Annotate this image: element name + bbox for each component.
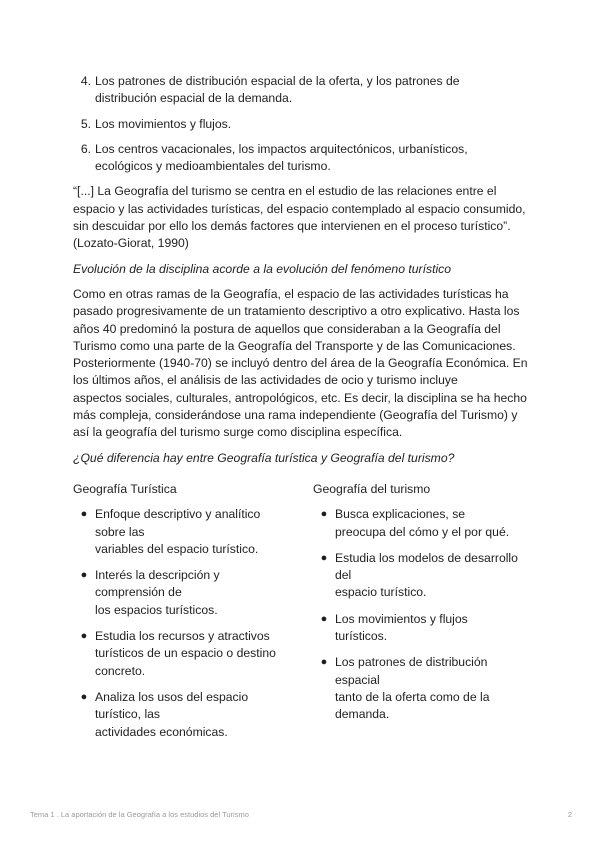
evolution-paragraph: Como en otras ramas de la Geografía, el espacio de las actividades turísticas ha pasado progresivamente de un tratamiento descriptivo a otro explicativo. Hasta los años 40 predominó la postura de aquellos que consideraban a la Geografía del Turismo como una parte de la Geografía del Transporte y de las Comunicaciones. Posteriormente (1940-70) se incluyó dentro del área de la Geografía Económica. En los últimos años, el análisis de las actividades de ocio y turismo incluye xyxy=(73,286,528,388)
list-item xyxy=(73,141,529,176)
bullet-icon: ● xyxy=(80,630,88,643)
bullet-line: variables del espacio turístico. xyxy=(95,541,259,556)
bullet-line: Enfoque descriptivo y analítico xyxy=(95,507,261,522)
page-footer xyxy=(30,810,572,819)
bullet-line: Estudia los recursos y atractivos xyxy=(95,629,270,644)
bullet-item xyxy=(313,506,529,541)
list-item-line: Los centros vacacionales, los impactos arquitectónicos, urbanísticos, xyxy=(95,141,468,156)
bullet-line: concreto. xyxy=(95,663,146,678)
bullet-item xyxy=(73,506,313,558)
bullet-line: turístico, las xyxy=(95,707,161,722)
bullet-icon: ● xyxy=(320,612,328,625)
column-title: Geografía Turística xyxy=(73,481,177,496)
evolution-paragraph-continued: aspectos sociales, culturales, antropológicos, etc. Es decir, la disciplina se ha hecho más compleja, considerándose una rama independiente (Geografía del Turismo) y así la geografía del turismo surge como disciplina específica. xyxy=(73,390,527,440)
bullet-line: actividades económicas. xyxy=(95,724,228,739)
comparison-columns xyxy=(73,481,529,750)
column-geografia-del-turismo xyxy=(313,481,529,750)
column-title: Geografía del turismo xyxy=(313,481,431,496)
numbered-list xyxy=(73,73,529,175)
section-heading-evolution: Evolución de la disciplina acorde a la evolución del fenómeno turístico xyxy=(73,261,452,276)
bullet-list xyxy=(313,506,529,723)
bullet-line: tanto de la oferta como de la xyxy=(335,689,490,704)
bullet-icon: ● xyxy=(320,508,328,521)
quote-paragraph: “[...] La Geografía del turismo se centra en el estudio de las relaciones entre el espacio y las actividades turísticas, del espacio contemplado al espacio consumido, sin descuidar por ello los demás factores que intervienen en el proceso turístico”. (Lozato-Giorat, 1990) xyxy=(73,184,526,251)
bullet-line: Los movimientos y flujos xyxy=(335,611,468,626)
bullet-line: Estudia los modelos de desarrollo xyxy=(335,550,518,565)
list-number: 4. xyxy=(80,74,91,88)
bullet-line: Interés la descripción y xyxy=(95,568,220,583)
list-number: 5. xyxy=(80,116,91,131)
list-item-line: Los patrones de distribución espacial de la oferta, y los patrones de xyxy=(95,74,460,88)
bullet-item xyxy=(73,689,313,741)
list-item-line: ecológicos y medioambientales del turismo. xyxy=(95,159,331,174)
footer-title: Tema 1 . La aportación de la Geografía a los estudios del Turismo xyxy=(30,810,249,819)
bullet-item xyxy=(73,567,313,619)
bullet-line: espacio turístico. xyxy=(335,585,427,600)
bullet-line: los espacios turísticos. xyxy=(95,602,218,617)
bullet-item xyxy=(73,628,313,680)
page-content xyxy=(73,73,529,750)
list-number: 6. xyxy=(80,141,91,156)
list-item xyxy=(73,116,529,133)
bullet-line: Busca explicaciones, se xyxy=(335,507,466,522)
list-item xyxy=(73,73,529,108)
bullet-icon: ● xyxy=(80,569,88,582)
bullet-list xyxy=(73,506,313,741)
bullet-item xyxy=(313,611,529,646)
list-item-line: Los movimientos y flujos. xyxy=(95,116,232,131)
page-number: 2 xyxy=(567,810,572,819)
bullet-icon: ● xyxy=(320,656,328,669)
bullet-line: del xyxy=(335,568,352,583)
bullet-line: Analiza los usos del espacio xyxy=(95,689,249,704)
section-heading-question: ¿Qué diferencia hay entre Geografía turística y Geografía del turismo? xyxy=(73,450,455,465)
bullet-line: Los patrones de distribución xyxy=(335,655,488,670)
list-item-line: distribución espacial de la demanda. xyxy=(95,91,293,106)
bullet-line: turísticos. xyxy=(335,629,388,644)
bullet-line: demanda. xyxy=(335,707,390,722)
bullet-line: comprensión de xyxy=(95,585,182,600)
bullet-icon: ● xyxy=(320,551,328,564)
bullet-item xyxy=(313,550,529,602)
bullet-line: preocupa del cómo y el por qué. xyxy=(335,524,510,539)
column-geografia-turistica xyxy=(73,481,313,750)
bullet-line: espacial xyxy=(335,672,380,687)
bullet-icon: ● xyxy=(80,690,88,703)
bullet-icon: ● xyxy=(80,508,88,521)
bullet-line: sobre las xyxy=(95,524,145,539)
bullet-item xyxy=(313,654,529,723)
bullet-line: turísticos de un espacio o destino xyxy=(95,646,276,661)
